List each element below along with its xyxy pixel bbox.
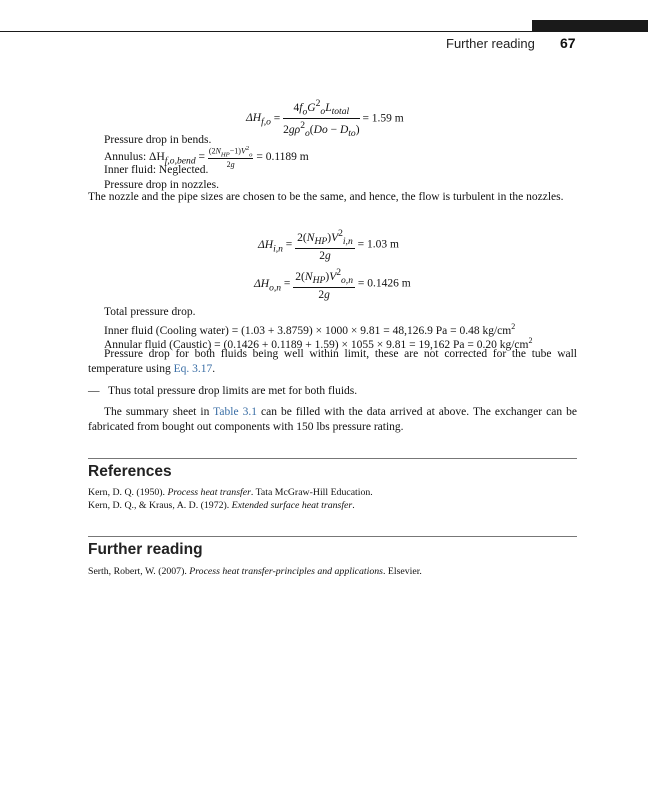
equation-bend: Annulus: $\Delta H_{f,o,bend}$ = $\frac{(2N_{HP}-1)V^2_o}{2g}$ = 0.1189 m bbox=[104, 145, 309, 170]
eq1-lhs-sub: f,o bbox=[261, 116, 271, 128]
further-reading-rule bbox=[88, 536, 577, 537]
equation-inner-nozzle: $\Delta H_{i,n}$ = $\frac{2(N_{HP})V^2_{i,n}}{2g}$ = 1.03 m bbox=[258, 228, 399, 263]
pressure-drop-bends: Pressure drop in bends. bbox=[104, 134, 212, 146]
pressure-drop-nozzles: Pressure drop in nozzles. bbox=[104, 179, 219, 191]
total-pressure-drop: Total pressure drop. bbox=[104, 306, 196, 318]
header-rule bbox=[0, 31, 648, 32]
summary-text-pre: The summary sheet in bbox=[104, 406, 214, 418]
eq1-fraction bbox=[283, 98, 359, 139]
ref2-rest: . bbox=[352, 500, 355, 511]
eq-3-17-link[interactable]: Eq. 3.17 bbox=[173, 363, 213, 375]
references-rule bbox=[88, 458, 577, 459]
table-3-1-link[interactable]: Table 3.1 bbox=[213, 406, 257, 418]
bend-prefix: Annulus: ΔH bbox=[104, 150, 165, 163]
bend-fraction bbox=[208, 145, 254, 169]
eq1-numerator: $4f_oG^2_oL_{total}$ bbox=[283, 98, 359, 119]
bend-sub: f,o,bend bbox=[164, 155, 196, 167]
further-reading-heading: Further reading bbox=[88, 541, 203, 558]
running-title: Further reading bbox=[446, 36, 535, 51]
eq3-denominator: 2g bbox=[318, 289, 330, 302]
limits-met-text: Thus total pressure drop limits are met for both fluids. bbox=[108, 385, 358, 397]
annular-fluid-total-text: Annular fluid (Caustic) = (0.1426 + 0.1189 + 1.59) × 1055 × 9.81 = 19,162 Pa = 0.20 kg/cm bbox=[104, 338, 529, 351]
fr1-rest: . Elsevier. bbox=[382, 566, 422, 577]
eq1-result: = 1.59 m bbox=[362, 112, 404, 125]
summary-text-post: can be filled with the data arrived at above. The exchanger can be fabricated from bought out components with 150 lbs pressure rating. bbox=[88, 406, 577, 433]
within-limit-paragraph bbox=[88, 347, 577, 377]
summary-paragraph bbox=[88, 405, 577, 435]
within-limit-text: Pressure drop for both fluids being well within limit, these are not corrected for the tube wall temperature using bbox=[88, 348, 577, 375]
bend-denominator: 2g bbox=[226, 160, 235, 170]
fr1-title: Process heat transfer-principles and applications bbox=[189, 566, 383, 577]
reference-item-1 bbox=[88, 487, 373, 499]
eq2-numerator: $2(N_{HP})V^2_{i,n}$ bbox=[297, 228, 353, 248]
equation-outer-nozzle: $\Delta H_{o,n}$ = $\frac{2(N_{HP})V^2_{o,n}}{2g}$ = 0.1426 m bbox=[254, 267, 411, 302]
inner-fluid-total-text: Inner fluid (Cooling water) = (1.03 + 3.8759) × 1000 × 9.81 = 48,126.9 Pa = 0.48 kg/cm bbox=[104, 324, 512, 337]
eq2-result: = 1.03 m bbox=[357, 238, 399, 251]
eq1-lhs: ΔH bbox=[246, 112, 262, 125]
annular-fluid-exponent: 2 bbox=[528, 336, 533, 345]
eq2-denominator: 2g bbox=[319, 250, 331, 263]
eq3-result: = 0.1426 m bbox=[357, 277, 411, 290]
page-number: 67 bbox=[560, 35, 576, 51]
eq2-fraction bbox=[295, 228, 355, 262]
header-bar bbox=[532, 20, 648, 31]
fr1-authors: Serth, Robert, W. (2007). bbox=[88, 566, 190, 577]
eq3-fraction bbox=[293, 267, 355, 301]
ref2-title: Extended surface heat transfer bbox=[231, 500, 353, 511]
eq2-lhs: ΔH bbox=[258, 238, 274, 251]
reference-item-2 bbox=[88, 500, 355, 512]
references-heading: References bbox=[88, 463, 172, 480]
eq3-numerator: $2(N_{HP})V^2_{o,n}$ bbox=[295, 267, 353, 287]
equation-friction-annulus: $\Delta H_{f,o}$ = $\frac{4f_oG^2_oL_{total}}{2g\rho^2_o(Do - D_{to})}$ = 1.59 m bbox=[246, 98, 404, 140]
nozzle-paragraph: The nozzle and the pipe sizes are chosen to be the same, and hence, the flow is turbulent in the nozzles. bbox=[88, 191, 564, 203]
eq1-denominator: $2g\rho^2_o(Do - D_{to})$ bbox=[283, 120, 360, 140]
bend-numerator: $(2N_{HP}-1)V^2_o$ bbox=[208, 145, 253, 159]
ref1-rest: . Tata McGraw-Hill Education. bbox=[250, 487, 373, 498]
dash-bullet: — bbox=[88, 385, 100, 397]
bend-result: = 0.1189 m bbox=[256, 150, 309, 163]
ref1-title: Process heat transfer bbox=[167, 487, 251, 498]
further-reading-item-1 bbox=[88, 566, 422, 578]
ref2-authors: Kern, D. Q., & Kraus, A. D. (1972). bbox=[88, 500, 232, 511]
eq2-lhs-sub: i,n bbox=[273, 243, 283, 254]
inner-fluid-neglected: Inner fluid: Neglected. bbox=[104, 164, 209, 176]
inner-fluid-exponent: 2 bbox=[511, 322, 516, 331]
ref1-authors: Kern, D. Q. (1950). bbox=[88, 487, 168, 498]
eq3-lhs: ΔH bbox=[254, 277, 270, 290]
eq3-lhs-sub: o,n bbox=[269, 282, 282, 293]
within-limit-end: . bbox=[212, 363, 216, 375]
